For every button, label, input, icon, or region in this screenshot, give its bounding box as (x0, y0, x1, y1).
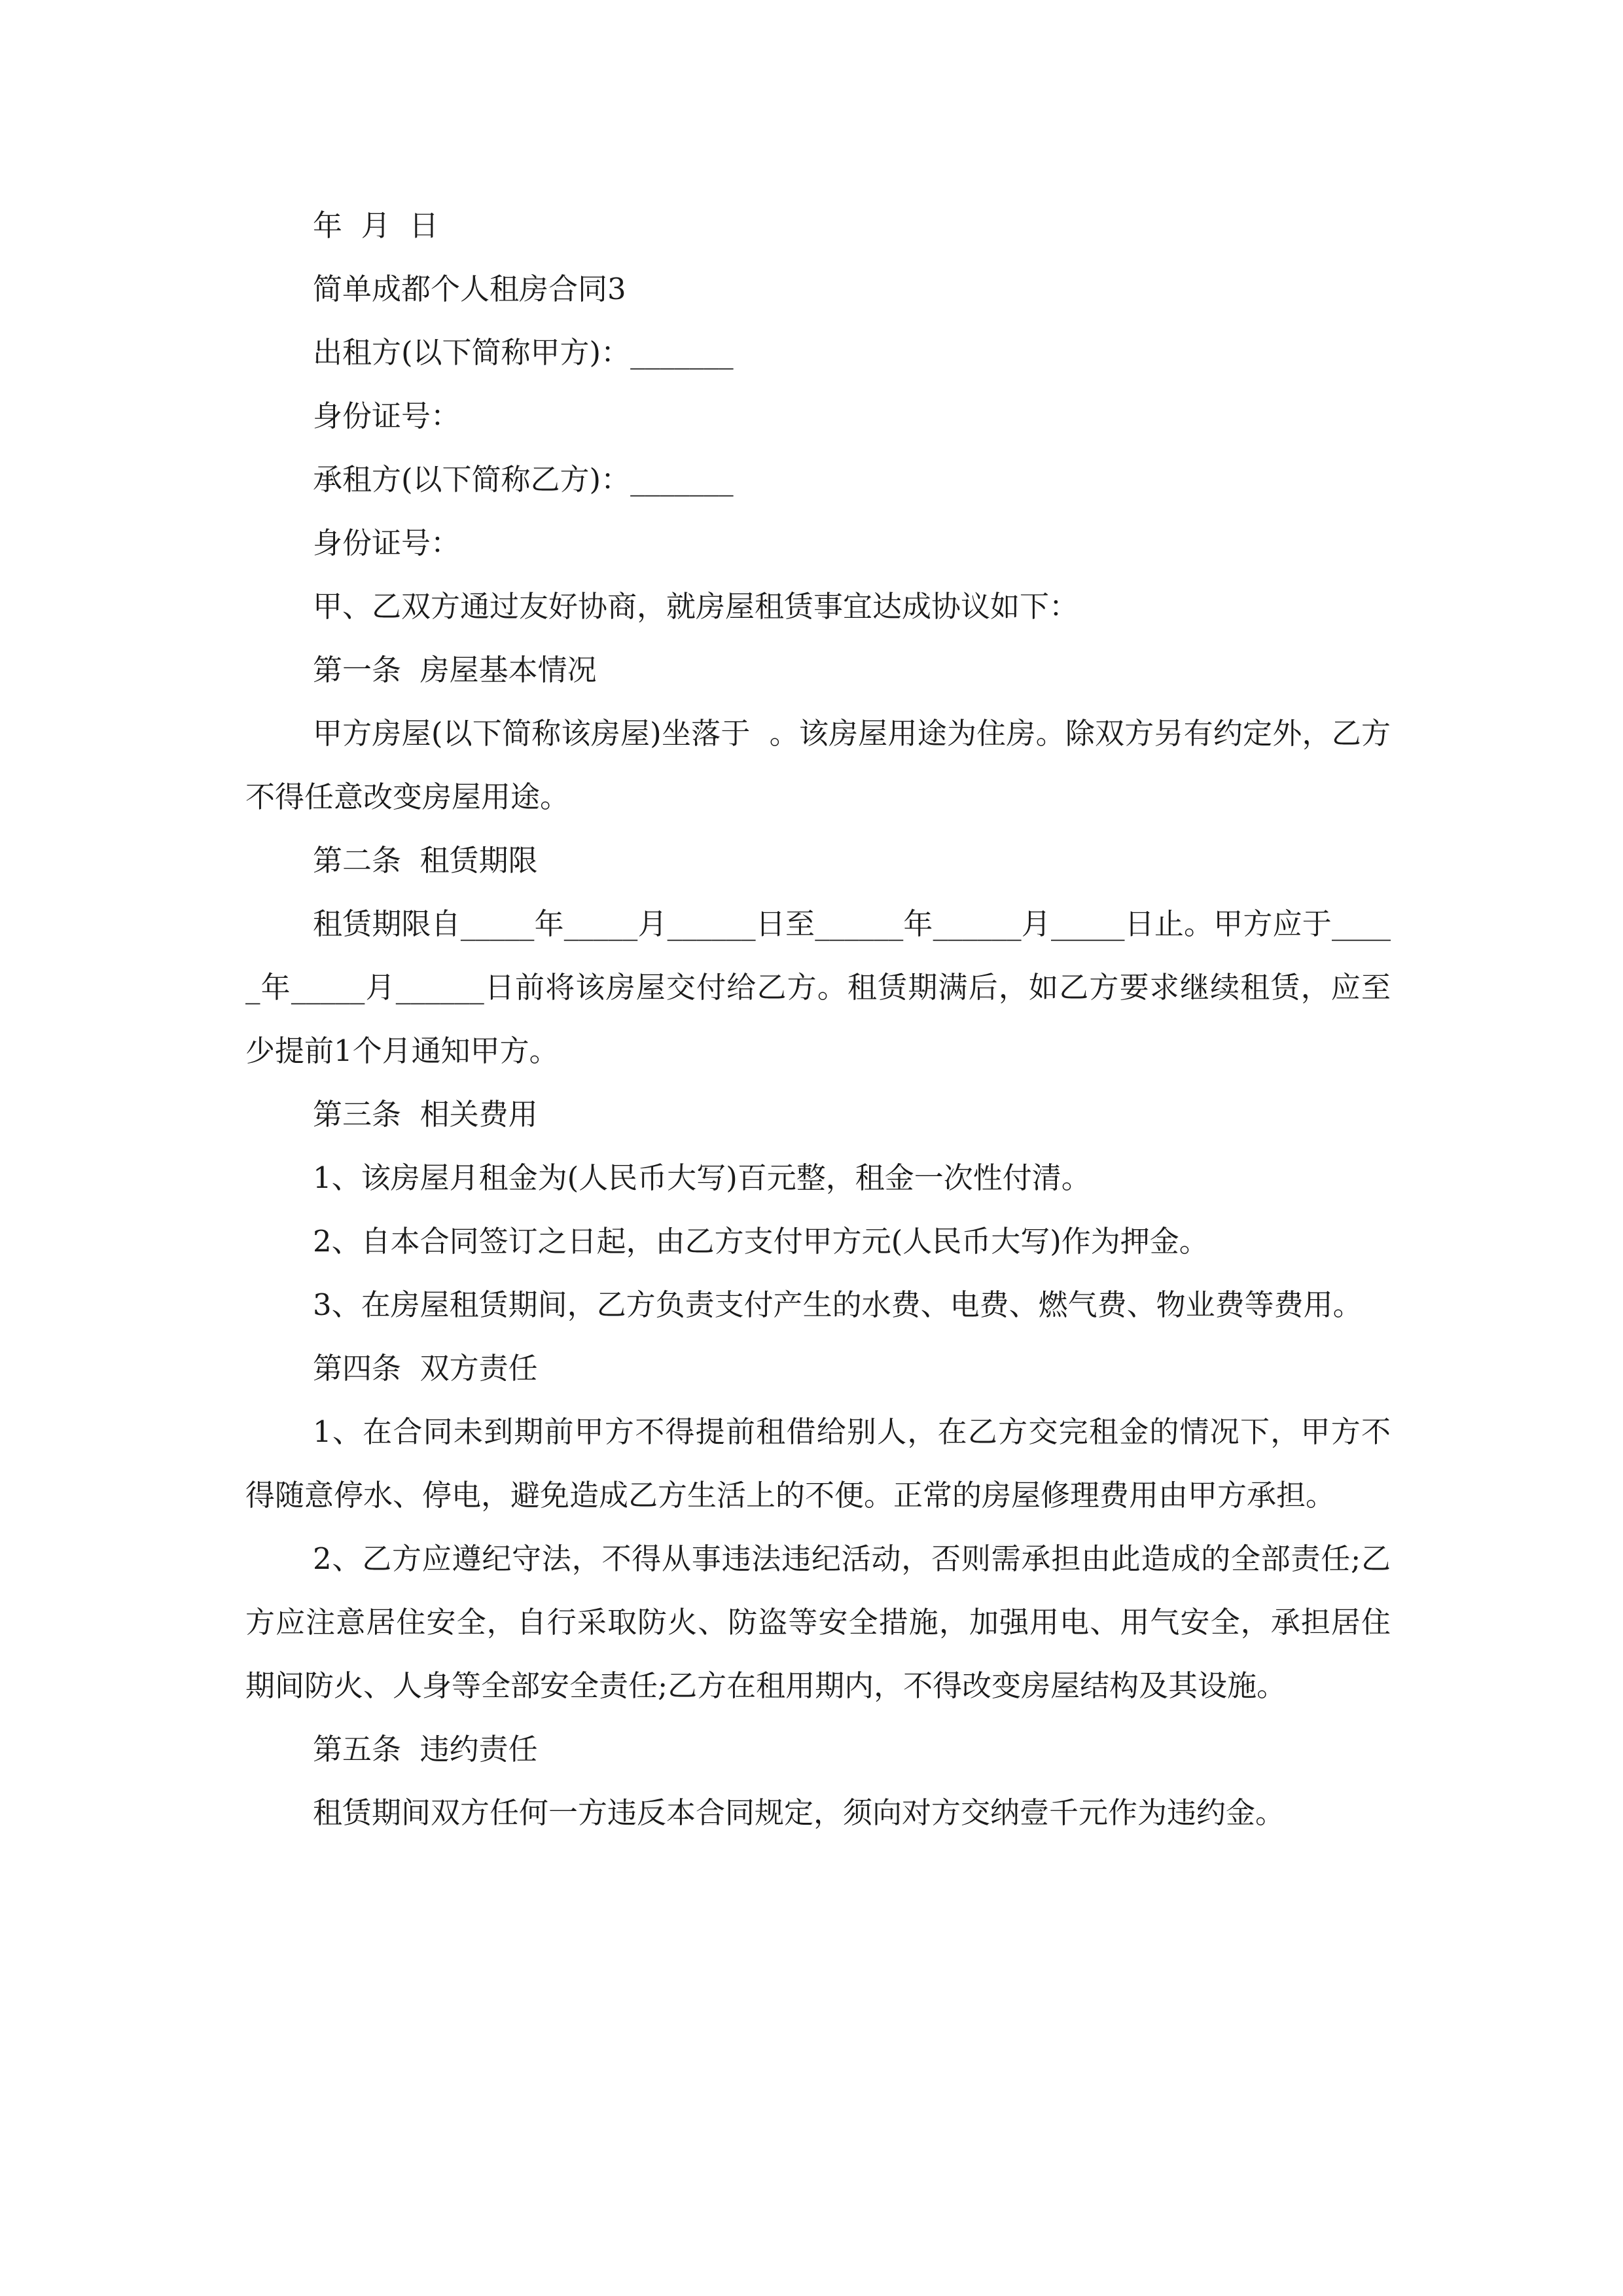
article-1-heading: 第一条 房屋基本情况 (313, 653, 597, 687)
article-3-item-3: 3、在房屋租赁期间，乙方负责支付产生的水费、电费、燃气费、物业费等费用。 (313, 1287, 1363, 1322)
article-3-item-1: 1、该房屋月租金为(人民币大写)百元整，租金一次性付清。 (313, 1160, 1091, 1195)
article-1-paragraph: 甲方房屋(以下简称该房屋)坐落于 。该房屋用途为住房。除双方另有约定外，乙方不得任意改变房屋用途。 (245, 716, 1391, 814)
article-4-item-2: 2、乙方应遵纪守法，不得从事违法违纪活动，否则需承担由此造成的全部责任;乙方应注意居住安全，自行采取防火、防盗等安全措施，加强用电、用气安全，承担居住期间防火、人身等全部安全责任;乙方在租用期内，不得改变房屋结构及其设施。 (245, 1541, 1391, 1703)
lessor-id-line: 身份证号： (313, 399, 461, 433)
lessee-label: 承租方(以下简称乙方)： (313, 462, 631, 497)
intro-paragraph: 甲、乙双方通过友好协商，就房屋租赁事宜达成协议如下： (313, 589, 1079, 624)
lessor-blank: _______ (630, 335, 734, 370)
contract-body (245, 194, 1391, 1844)
lessee-id-line: 身份证号： (313, 526, 461, 560)
date-line: 年 月 日 (313, 208, 439, 243)
contract-title: 简单成都个人租房合同3 (313, 272, 626, 306)
lessor-label: 出租方(以下简称甲方)： (313, 335, 631, 370)
article-4-heading: 第四条 双方责任 (313, 1351, 538, 1386)
article-5-paragraph: 租赁期间双方任何一方违反本合同规定，须向对方交纳壹千元作为违约金。 (313, 1795, 1285, 1830)
article-2-paragraph: 租赁期限自_____年_____月______日至______年______月_____日止。甲方应于_____年_____月______日前将该房屋交付给乙方。租赁期满后，如乙方要求继续租赁，应至少提前1个月通知甲方。 (245, 906, 1391, 1068)
article-3-item-2: 2、自本合同签订之日起，由乙方支付甲方元(人民币大写)作为押金。 (313, 1224, 1209, 1259)
article-3-heading: 第三条 相关费用 (313, 1097, 538, 1132)
lessee-blank: _______ (630, 462, 734, 497)
lessor-line (245, 321, 1391, 384)
article-4-item-1: 1、在合同未到期前甲方不得提前租借给别人，在乙方交完租金的情况下，甲方不得随意停水、停电，避免造成乙方生活上的不便。正常的房屋修理费用由甲方承担。 (245, 1414, 1391, 1513)
article-5-heading: 第五条 违约责任 (313, 1732, 538, 1767)
article-2-heading: 第二条 租赁期限 (313, 843, 538, 878)
lessee-line (245, 448, 1391, 511)
